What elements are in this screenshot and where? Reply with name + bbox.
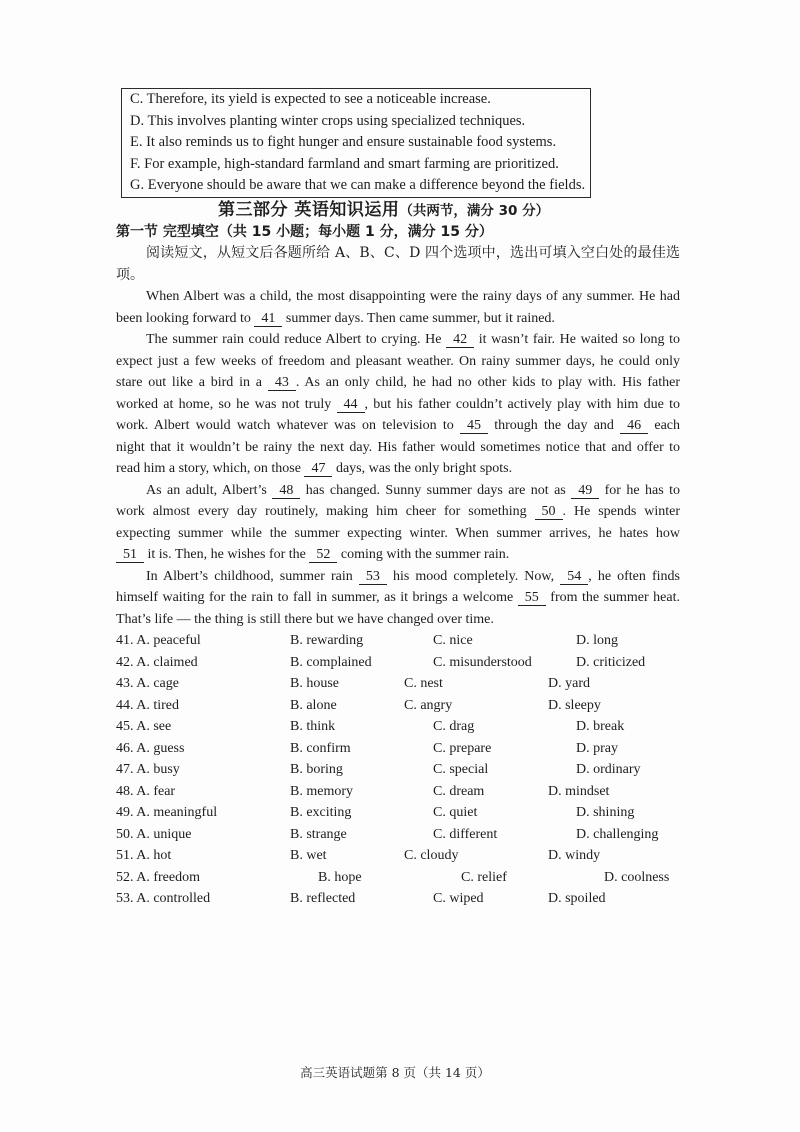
blank-53: 53 — [359, 570, 387, 585]
option-43-a: A. cage — [136, 676, 179, 691]
passage-text: . He spends winter — [562, 504, 681, 519]
option-43-d: D. yard — [548, 676, 590, 691]
blank-42: 42 — [446, 333, 474, 348]
question-row-48 — [116, 781, 680, 803]
passage-text: each — [648, 418, 680, 433]
question-number: 41. — [116, 633, 134, 648]
passage-text: expecting summer while the summer expecting winter. When summer arrives, he hates how — [116, 525, 680, 541]
option-41-d: D. long — [576, 633, 618, 648]
option-53-d: D. spoiled — [548, 891, 606, 906]
blank-49: 49 — [571, 484, 599, 499]
question-row-51 — [116, 845, 680, 867]
option-41-c: C. nice — [433, 633, 473, 648]
paragraph-line — [116, 587, 680, 609]
passage-text: The summer rain could reduce Albert to crying. He — [146, 332, 447, 347]
paragraph-2 — [116, 329, 680, 480]
question-number: 53. — [116, 891, 134, 906]
question-44-cell-a — [116, 695, 179, 717]
question-row-50 — [116, 824, 680, 846]
passage-text: himself waiting for the rain to fall in summer, as it brings a welcome — [116, 590, 518, 605]
question-53-cell-a — [116, 888, 210, 910]
option-51-a: A. hot — [136, 848, 172, 863]
paragraph-line — [116, 523, 680, 545]
passage-text: summer days. Then came summer, but it rained. — [282, 310, 555, 326]
question-row-42 — [116, 652, 680, 674]
question-number: 47. — [116, 762, 134, 777]
section-title: 第三部分 英语知识运用 — [218, 200, 400, 220]
paragraph-4 — [116, 566, 680, 631]
passage-text: , but his father couldn’t actively play with him due to — [364, 396, 680, 412]
passage-text: coming with the summer rain. — [337, 547, 510, 562]
passage-text: been looking forward to — [116, 310, 255, 326]
question-number: 42. — [116, 654, 134, 670]
question-46-cell-a — [116, 738, 184, 760]
option-52-b: B. hope — [318, 869, 362, 885]
option-45-a: A. see — [136, 719, 172, 734]
option-52-c: C. relief — [461, 869, 507, 885]
subsection-note: （共 15 小题；每小题 1 分，满分 15 分） — [218, 223, 493, 240]
question-row-46 — [116, 738, 680, 760]
question-row-45 — [116, 716, 680, 738]
paragraph-line — [116, 308, 680, 330]
passage-text: it is. Then, he wishes for the — [144, 547, 310, 562]
option-51-d: D. windy — [548, 848, 601, 863]
paragraph-line — [116, 609, 680, 631]
blank-52: 52 — [309, 548, 337, 563]
box-option-g: G. Everyone should be aware that we can make a difference beyond the fields. — [130, 177, 586, 193]
question-43-cell-a — [116, 673, 179, 695]
passage-text: As an adult, Albert’s — [146, 482, 273, 498]
option-51-c: C. cloudy — [404, 848, 459, 863]
blank-44: 44 — [337, 398, 365, 413]
option-53-c: C. wiped — [433, 891, 484, 906]
question-row-44 — [116, 695, 680, 717]
passage-text: it wasn’t fair. He waited so long to — [474, 332, 681, 347]
paragraph-3 — [116, 480, 680, 566]
option-41-b: B. rewarding — [290, 633, 364, 648]
paragraph-line — [116, 286, 680, 308]
question-51-cell-a — [116, 845, 171, 867]
paragraph-line — [116, 372, 680, 394]
question-50-cell-a — [116, 824, 191, 846]
option-52-a: A. freedom — [136, 869, 200, 885]
blank-50: 50 — [535, 505, 563, 520]
option-43-c: C. nest — [404, 676, 443, 691]
subsection-heading — [116, 222, 680, 244]
option-46-b: B. confirm — [290, 740, 351, 756]
passage-text: from the summer heat. — [545, 590, 680, 605]
question-number: 43. — [116, 676, 134, 691]
passage-text: read him a story, which, on those — [116, 461, 305, 476]
option-47-c: C. special — [433, 762, 489, 777]
option-50-b: B. strange — [290, 826, 347, 842]
box-option-d: D. This involves planting winter crops using specialized techniques. — [130, 112, 526, 129]
option-53-b: B. reflected — [290, 891, 356, 906]
option-44-d: D. sleepy — [548, 697, 601, 713]
passage-text: In Albert’s childhood, summer rain — [146, 568, 359, 584]
option-44-b: B. alone — [290, 697, 337, 713]
question-row-53 — [116, 888, 680, 910]
question-number: 50. — [116, 826, 134, 842]
passage-text: work almost every day routinely, making him cheer for something — [116, 504, 535, 519]
paragraph-line — [116, 329, 680, 351]
option-49-b: B. exciting — [290, 805, 352, 820]
option-45-d: D. break — [576, 719, 625, 734]
box-option-c: C. Therefore, its yield is expected to see a noticeable increase. — [130, 91, 491, 107]
question-number: 46. — [116, 740, 134, 756]
passage-text: through the day and — [488, 418, 621, 433]
option-47-b: B. boring — [290, 762, 343, 777]
option-48-d: D. mindset — [548, 783, 610, 799]
option-46-c: C. prepare — [433, 740, 492, 756]
paragraph-line — [116, 566, 680, 588]
question-row-41 — [116, 630, 680, 652]
option-46-a: A. guess — [136, 740, 185, 756]
passage-text: his mood completely. Now, — [386, 568, 561, 584]
option-49-d: D. shining — [576, 805, 635, 820]
option-44-a: A. tired — [136, 697, 179, 713]
question-number: 51. — [116, 848, 134, 863]
blank-51: 51 — [116, 548, 144, 563]
option-47-d: D. ordinary — [576, 762, 641, 777]
passage-text: That’s life — the thing is still there but we have changed over time. — [116, 611, 494, 627]
blank-45: 45 — [460, 419, 488, 434]
option-50-d: D. challenging — [576, 826, 659, 842]
option-45-c: C. drag — [433, 719, 475, 734]
paragraph-line — [116, 394, 680, 416]
option-41-a: A. peaceful — [136, 633, 201, 648]
question-options-list — [116, 630, 680, 910]
option-42-b: B. complained — [290, 654, 372, 670]
option-44-c: C. angry — [404, 697, 453, 713]
paragraph-line — [116, 480, 680, 502]
question-row-47 — [116, 759, 680, 781]
option-45-b: B. think — [290, 719, 336, 734]
question-number: 49. — [116, 805, 134, 820]
blank-47: 47 — [304, 462, 332, 477]
blank-41: 41 — [254, 312, 282, 327]
passage-text: expect just a few weeks of freedom and pleasant weather. On rainy summer days, he could only — [116, 353, 680, 369]
paragraph-line — [116, 415, 680, 437]
paragraph-line — [116, 458, 680, 480]
question-49-cell-a — [116, 802, 217, 824]
question-number: 52. — [116, 869, 134, 885]
paragraph-line — [116, 501, 680, 523]
option-43-b: B. house — [290, 676, 339, 691]
option-48-a: A. fear — [136, 783, 176, 799]
blank-54: 54 — [560, 570, 588, 585]
question-48-cell-a — [116, 781, 175, 803]
passage-text: stare out like a bird in a — [116, 375, 268, 390]
blank-46: 46 — [620, 419, 648, 434]
passage-text: work. Albert would watch whatever was on television to — [116, 418, 460, 433]
blank-48: 48 — [272, 484, 300, 499]
passage-text: worked at home, so he was not truly — [116, 396, 337, 412]
option-46-d: D. pray — [576, 740, 618, 756]
option-47-a: A. busy — [136, 762, 180, 777]
option-51-b: B. wet — [290, 848, 327, 863]
question-52-cell-a — [116, 867, 200, 889]
section-note: （共两节，满分 30 分） — [399, 203, 550, 219]
question-row-52 — [116, 867, 680, 889]
box-option-f: F. For example, high-standard farmland and smart farming are prioritized. — [130, 155, 559, 172]
question-47-cell-a — [116, 759, 180, 781]
passage-text: When Albert was a child, the most disappointing were the rainy days of any summer. He had — [146, 289, 680, 304]
question-row-43 — [116, 673, 680, 695]
option-49-a: A. meaningful — [136, 805, 218, 820]
passage-text: , he often finds — [588, 568, 681, 584]
paragraph-line — [116, 544, 680, 566]
passage-text: has changed. Sunny summer days are not as — [300, 482, 572, 498]
page-footer: 高三英语试题第 8 页（共 14 页） — [300, 1065, 490, 1080]
question-41-cell-a — [116, 630, 201, 652]
question-45-cell-a — [116, 716, 171, 738]
question-42-cell-a — [116, 652, 198, 674]
passage-text: . As an only child, he had no other kids to play with. His father — [295, 375, 680, 390]
section-heading — [116, 200, 680, 222]
passage-text: for he has to — [599, 482, 681, 498]
option-50-c: C. different — [433, 826, 498, 842]
question-number: 44. — [116, 697, 134, 713]
subsection-title: 第一节 完型填空 — [116, 223, 219, 240]
paragraph-line — [116, 351, 680, 373]
question-row-49 — [116, 802, 680, 824]
passage-text: days, was the only bright spots. — [332, 461, 513, 476]
option-48-b: B. memory — [290, 783, 353, 799]
passage-text: night that it wouldn’t be rainy the next day. His father would sometimes notice that and offer to — [116, 439, 680, 455]
option-48-c: C. dream — [433, 783, 485, 799]
option-53-a: A. controlled — [136, 891, 211, 906]
question-number: 48. — [116, 783, 134, 799]
option-52-d: D. coolness — [604, 869, 670, 885]
option-50-a: A. unique — [136, 826, 192, 842]
blank-43: 43 — [268, 376, 296, 391]
blank-55: 55 — [518, 591, 546, 606]
box-option-e: E. It also reminds us to fight hunger and ensure sustainable food systems. — [130, 134, 557, 150]
sentence-options-box — [121, 88, 591, 198]
option-42-d: D. criticized — [576, 654, 646, 670]
question-number: 45. — [116, 719, 134, 734]
cloze-passage — [116, 286, 680, 630]
paragraph-1 — [116, 286, 680, 329]
instructions: 阅读短文，从短文后各题所给 A、B、C、D 四个选项中，选出可填入空白处的最佳选项。 — [116, 245, 680, 283]
option-42-a: A. claimed — [136, 654, 198, 670]
option-49-c: C. quiet — [433, 805, 478, 820]
paragraph-line — [116, 437, 680, 459]
option-42-c: C. misunderstood — [433, 654, 532, 670]
main-content — [116, 200, 680, 910]
